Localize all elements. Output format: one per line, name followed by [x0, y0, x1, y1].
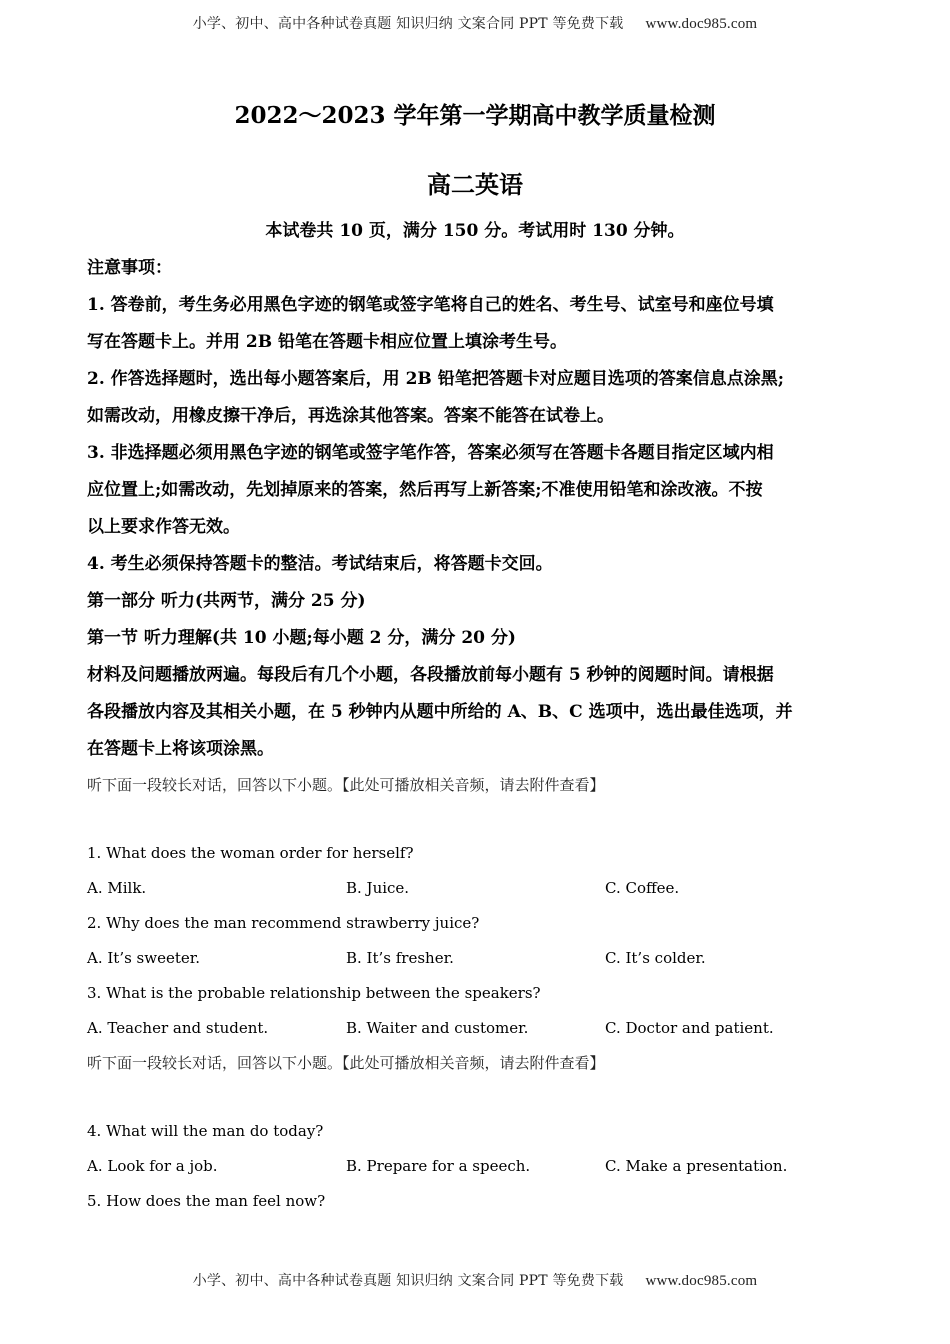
- option-c[interactable]: C. Coffee.: [605, 879, 680, 897]
- option-b[interactable]: B. Prepare for a speech.: [346, 1157, 531, 1175]
- question-text: 4. What will the man do today?: [87, 1122, 324, 1140]
- header-site-link[interactable]: www.doc985.com: [645, 16, 758, 32]
- page-header: [0, 13, 950, 33]
- notes-line: 如需改动，用橡皮擦干净后，再选涂其他答案。答案不能答在试卷上。: [87, 406, 614, 426]
- question-text: 3. What is the probable relationship between the speakers?: [87, 984, 541, 1002]
- option-a[interactable]: A. It’s sweeter.: [87, 949, 201, 967]
- options-row: [87, 1011, 867, 1046]
- question-text: 1. What does the woman order for herself?: [87, 844, 414, 862]
- footer-text: 小学、初中、高中各种试卷真题 知识归纳 文案合同 PPT 等免费下载: [192, 1273, 624, 1289]
- section1-heading: 第一节 听力理解(共 10 小题;每小题 2 分，满分 20 分): [87, 628, 516, 648]
- exam-subject: 高二英语: [427, 170, 523, 199]
- option-b[interactable]: B. Juice.: [346, 879, 410, 897]
- option-a[interactable]: A. Teacher and student.: [87, 1019, 269, 1037]
- option-c[interactable]: C. It’s colder.: [605, 949, 706, 967]
- listen-note: 听下面一段较长对话，回答以下小题。【此处可播放相关音频，请去附件查看】: [87, 776, 605, 794]
- option-c[interactable]: C. Doctor and patient.: [605, 1019, 774, 1037]
- option-c[interactable]: C. Make a presentation.: [605, 1157, 788, 1175]
- options-row: [87, 941, 867, 976]
- exam-intro: 本试卷共 10 页，满分 150 分。考试用时 130 分钟。: [265, 221, 685, 241]
- option-a[interactable]: A. Look for a job.: [87, 1157, 218, 1175]
- notes-line: 1. 答卷前，考生务必用黑色字迹的钢笔或签字笔将自己的姓名、考生号、试室号和座位号填: [87, 295, 774, 315]
- part1-heading: 第一部分 听力(共两节，满分 25 分): [87, 591, 366, 611]
- instructions-line: 材料及问题播放两遍。每段后有几个小题，各段播放前每小题有 5 秒钟的阅题时间。请根据: [87, 665, 774, 685]
- notes-line: 以上要求作答无效。: [87, 517, 240, 537]
- notes-line: 3. 非选择题必须用黑色字迹的钢笔或签字笔作答，答案必须写在答题卡各题目指定区域内相: [87, 443, 774, 463]
- options-row: [87, 871, 867, 906]
- question-text: 5. How does the man feel now?: [87, 1192, 326, 1210]
- instructions-line: 在答题卡上将该项涂黑。: [87, 739, 274, 759]
- notes-line: 2. 作答选择题时，选出每小题答案后，用 2B 铅笔把答题卡对应题目选项的答案信息点涂黑;: [87, 369, 784, 389]
- option-b[interactable]: B. Waiter and customer.: [346, 1019, 529, 1037]
- options-row: [87, 1149, 867, 1184]
- exam-title: 2022～2023 学年第一学期高中教学质量检测: [234, 102, 716, 129]
- notes-heading: 注意事项：: [87, 258, 172, 278]
- instructions-line: 各段播放内容及其相关小题，在 5 秒钟内从题中所给的 A、B、C 选项中，选出最佳选项，并: [87, 702, 793, 722]
- page-footer: [0, 1270, 950, 1290]
- listen-note: 听下面一段较长对话，回答以下小题。【此处可播放相关音频，请去附件查看】: [87, 1054, 605, 1072]
- option-a[interactable]: A. Milk.: [87, 879, 147, 897]
- option-b[interactable]: B. It’s fresher.: [346, 949, 454, 967]
- notes-line: 写在答题卡上。并用 2B 铅笔在答题卡相应位置上填涂考生号。: [87, 332, 568, 352]
- notes-line: 4. 考生必须保持答题卡的整洁。考试结束后，将答题卡交回。: [87, 554, 553, 574]
- exam-body: [87, 250, 867, 1219]
- header-text: 小学、初中、高中各种试卷真题 知识归纳 文案合同 PPT 等免费下载: [192, 16, 624, 32]
- question-text: 2. Why does the man recommend strawberry juice?: [87, 914, 480, 932]
- footer-site-link[interactable]: www.doc985.com: [645, 1273, 758, 1289]
- notes-line: 应位置上;如需改动，先划掉原来的答案，然后再写上新答案;不准使用铅笔和涂改液。不按: [87, 480, 763, 500]
